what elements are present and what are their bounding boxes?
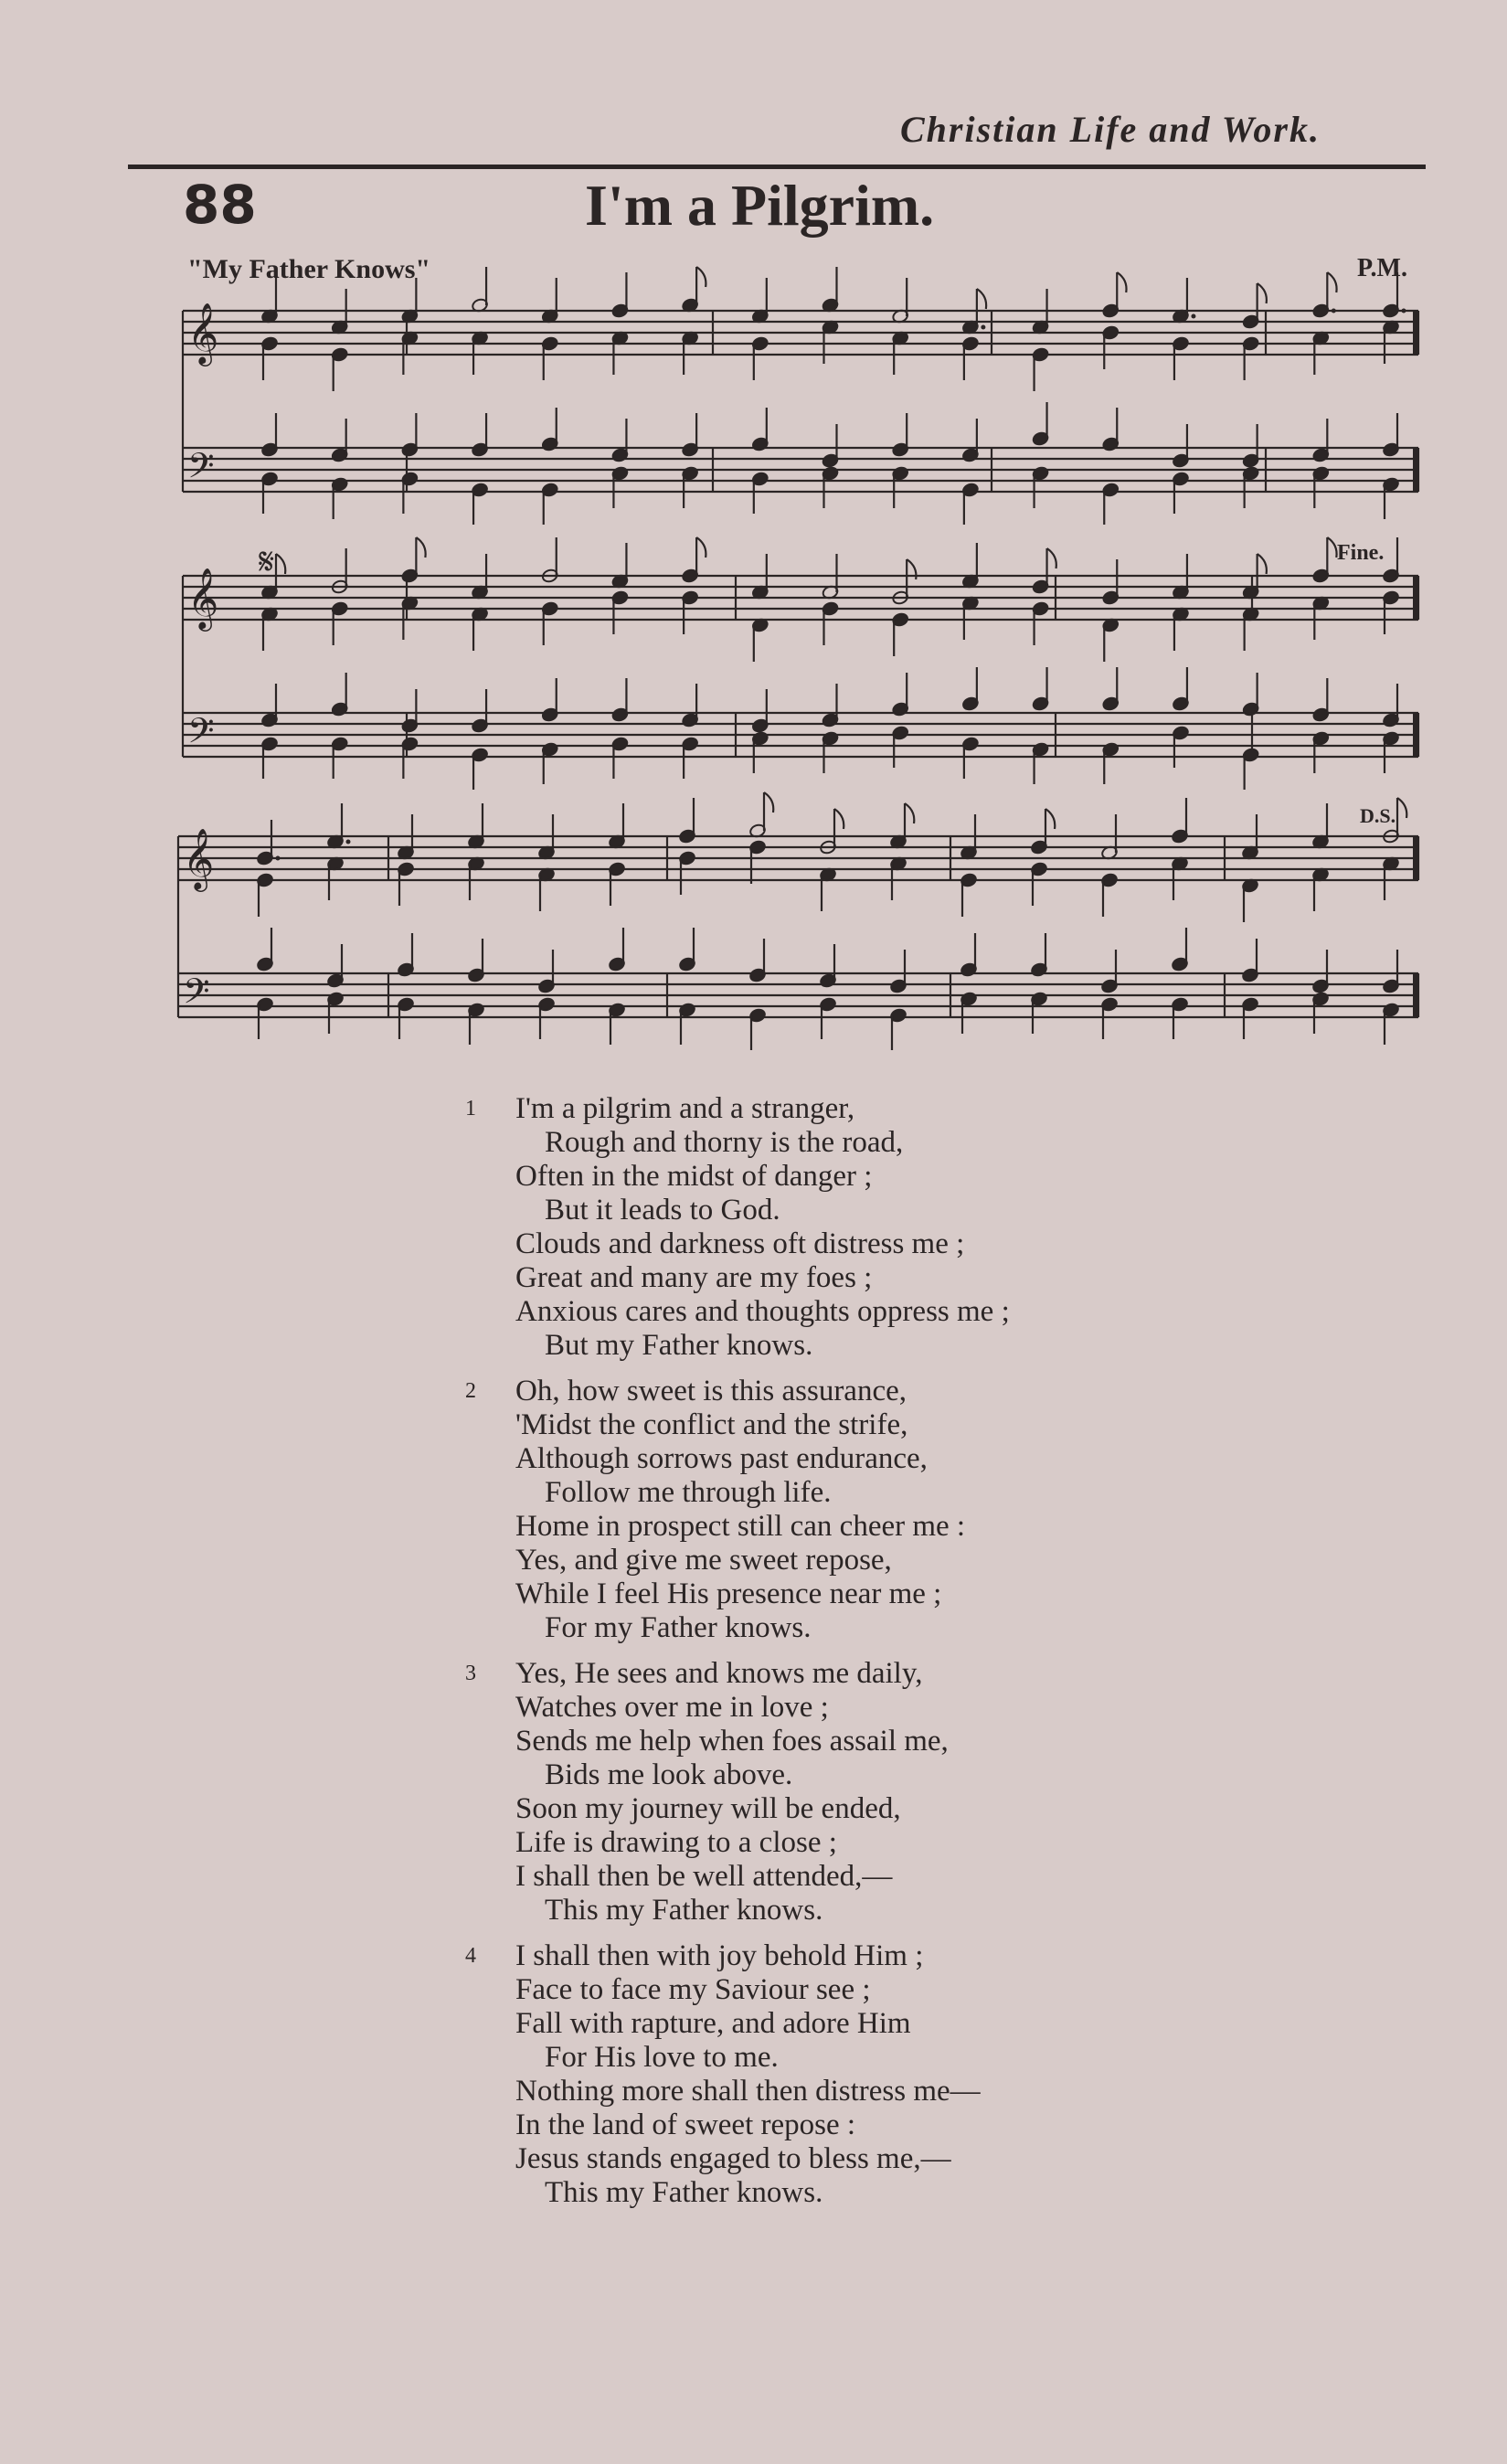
segno-mark: 𝄋 <box>259 541 275 583</box>
note-flag <box>416 537 425 558</box>
final-bar <box>1413 576 1417 620</box>
lyric-line: In the land of sweet repose : <box>515 2108 856 2141</box>
lyric-line: Face to face my Saviour see ; <box>515 1973 871 2006</box>
lyric-line: Rough and thorny is the road, <box>545 1126 904 1159</box>
note-flag <box>696 267 706 287</box>
hymn-number: 88 <box>183 174 257 236</box>
dot <box>1402 309 1406 313</box>
dot <box>1332 309 1336 313</box>
verse-1 <box>465 1092 1170 1363</box>
section-title: Christian Life and Work. <box>900 109 1321 150</box>
note-flag <box>1327 272 1336 292</box>
bass-clef-icon: 𝄢 <box>187 445 215 494</box>
note-flag <box>834 809 844 829</box>
verse-3 <box>465 1657 1170 1928</box>
treble-clef-icon: 𝄞 <box>187 302 219 364</box>
fine-mark: Fine. <box>1337 541 1385 565</box>
lyric-line: For His love to me. <box>545 2041 779 2074</box>
bass-clef-icon: 𝄢 <box>187 710 215 759</box>
lyric-line: I shall then with joy behold Him ; <box>515 1939 924 1972</box>
lyric-line: Follow me through life. <box>545 1476 832 1509</box>
note-flag <box>1397 798 1406 818</box>
music-score <box>0 0 1507 1060</box>
verse-number: 2 <box>465 1379 476 1403</box>
note-flag <box>1327 537 1336 558</box>
lyric-line: Great and many are my foes ; <box>515 1261 873 1294</box>
lyric-line: Soon my journey will be ended, <box>515 1792 901 1825</box>
lyric-line: Sends me help when foes assail me, <box>515 1725 949 1758</box>
hymn-title: I'm a Pilgrim. <box>585 173 935 238</box>
lyric-line: 'Midst the conflict and the strife, <box>515 1408 908 1441</box>
lyric-line: This my Father knows. <box>545 1894 823 1927</box>
lyric-line: Although sorrows past endurance, <box>515 1442 928 1475</box>
note-flag <box>1258 283 1267 303</box>
lyric-line: Bids me look above. <box>545 1758 793 1791</box>
note-flag <box>905 803 914 823</box>
lyric-line: Anxious cares and thoughts oppress me ; <box>515 1295 1010 1328</box>
verse-number: 3 <box>465 1662 476 1685</box>
lyric-line: Yes, He sees and knows me daily, <box>515 1657 923 1690</box>
final-bar <box>1413 311 1417 355</box>
lyric-line: Life is drawing to a close ; <box>515 1826 837 1859</box>
final-bar <box>1413 713 1417 757</box>
dot <box>1191 314 1195 319</box>
lyric-line: I shall then be well attended,— <box>515 1860 893 1893</box>
hymn-lyrics <box>465 1092 1170 2222</box>
meter: P.M. <box>1357 254 1407 282</box>
lyric-line: Clouds and darkness oft distress me ; <box>515 1227 965 1260</box>
dot <box>981 325 985 330</box>
lyric-line: Nothing more shall then distress me— <box>515 2075 981 2108</box>
final-bar <box>1413 836 1417 880</box>
verse-4 <box>465 1939 1170 2210</box>
lyric-line: I'm a pilgrim and a stranger, <box>515 1092 855 1125</box>
lyric-line: But it leads to God. <box>545 1194 780 1227</box>
dot <box>346 840 351 844</box>
lyric-line: While I feel His presence near me ; <box>515 1577 942 1610</box>
lyric-line: Fall with rapture, and adore Him <box>515 2007 911 2040</box>
note-flag <box>1045 809 1055 829</box>
final-bar <box>1413 973 1417 1017</box>
tune-name: "My Father Knows" <box>187 254 431 284</box>
dot <box>276 856 281 861</box>
lyric-line: Often in the midst of danger ; <box>515 1160 873 1193</box>
verse-number: 1 <box>465 1097 476 1120</box>
treble-clef-icon: 𝄞 <box>187 567 219 629</box>
treble-clef-icon: 𝄞 <box>183 827 215 889</box>
note-flag <box>1258 554 1267 574</box>
lyric-line: But my Father knows. <box>545 1329 813 1362</box>
lyric-line: Oh, how sweet is this assurance, <box>515 1375 907 1407</box>
lyric-line: Yes, and give me sweet repose, <box>515 1544 892 1577</box>
note-flag <box>977 289 986 309</box>
note-flag <box>764 792 773 812</box>
lyric-line: Jesus stands engaged to bless me,— <box>515 2142 951 2175</box>
lyric-line: Home in prospect still can cheer me : <box>515 1510 966 1543</box>
verse-2 <box>465 1375 1170 1645</box>
bass-clef-icon: 𝄢 <box>183 971 210 1020</box>
final-bar <box>1413 448 1417 492</box>
note-flag <box>1117 272 1126 292</box>
note-flag <box>276 554 285 574</box>
lyric-line: For my Father knows. <box>545 1611 812 1644</box>
verse-number: 4 <box>465 1944 476 1968</box>
lyric-line: This my Father knows. <box>545 2176 823 2209</box>
lyric-line: Watches over me in love ; <box>515 1691 829 1724</box>
ds-mark: D.S. <box>1360 804 1396 827</box>
note-flag <box>696 537 706 558</box>
note-flag <box>1047 548 1056 568</box>
